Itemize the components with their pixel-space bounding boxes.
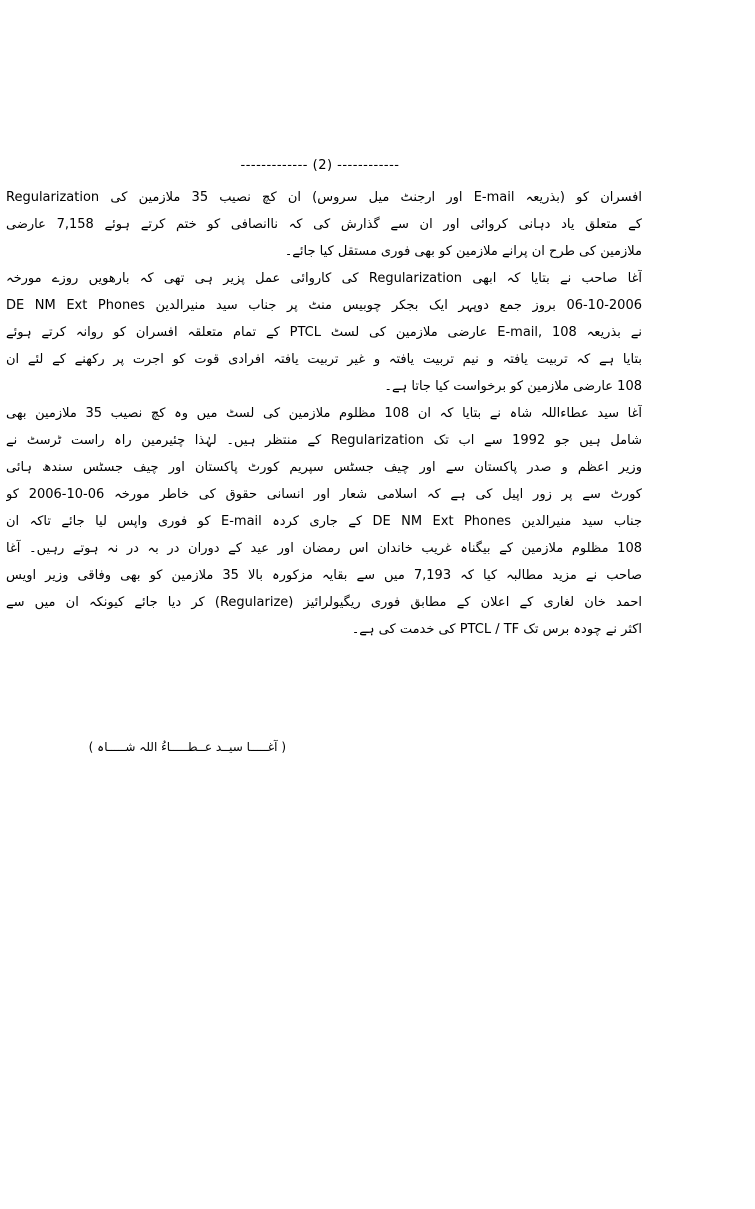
text-line: کورٹ سے پر زور اپیل کی ہے کہ اسلامی شعار اور انسانی حقوق کی خاطر مورخہ 06-10-2006 کو [6, 487, 642, 502]
text-line: احمد خان لغاری کے اعلان کے مطابق فوری ریگیولرائیز (Regularize) کر دیا جائے کیونکہ ان میں سے [6, 595, 642, 610]
text-line: آغا صاحب نے بتایا کہ ابھی Regularization کی کاروائی عمل پزیر ہی تھی کہ بارھویں روزے مورخہ [6, 271, 642, 286]
text-line: کے متعلق یاد دہانی کروائی اور ان سے گذارش کی کہ ناانصافی کو ختم کرتے ہوئے 7,158 عارضی [6, 217, 642, 232]
text-line: 108 عارضی ملازمین کو برخواست کیا جاتا ہے۔ [384, 379, 642, 394]
text-line: بتایا ہے کہ تربیت یافتہ و نیم تربیت یافتہ و غیر تربیت یافتہ افرادی قوت کو اجرت پر رکھنے کے لئے ان [6, 352, 642, 367]
text-line: ملازمین کی طرح ان پرانے ملازمین کو بھی فوری مستقل کیا جائے۔ [284, 244, 642, 259]
text-line: شامل ہیں جو 1992 سے اب تک Regularization کے منتظر ہیں۔ لہٰذا چئیرمین راہ راست ٹرسٹ نے [6, 433, 642, 448]
text-line: آغا سید عطاءاللہ شاہ نے بتایا کہ ان 108 مظلوم ملازمین کی لسٹ میں وہ کچ نصیب 35 ملازمین بھی [6, 406, 642, 421]
text-line: نے بذریعہ E-mail, 108 عارضی ملازمین کی لسٹ PTCL کے تمام متعلقہ افسران کو روانہ کرتے ہوئے [6, 325, 642, 340]
text-line: 108 مظلوم ملازمین کے بیگناہ غریب خاندان اس رمضان اور عید کے دوران در بہ در نہ ہوتے رہیں۔ آغا [6, 541, 642, 556]
text-line: افسران کو (بذریعہ E-mail اور ارجنٹ میل سروس) ان کچ نصیب 35 ملازمین کی Regularization [6, 190, 642, 205]
signature: ( آغـــــا سیــد عــطـــــاءُ اللہ شـــــاہ ) [88, 740, 286, 754]
text-line: 06-10-2006 بروز جمع دوپہر ایک بجکر چوبیس منٹ پر جناب سید منیرالدین DE NM Ext Phones [6, 298, 642, 313]
text-line: جناب سید منیرالدین DE NM Ext Phones کے جاری کردہ E-mail کو فوری واپس لیا جائے تاکہ ان [6, 514, 642, 529]
text-line: اکثر نے چودہ برس تک PTCL / TF کی خدمت کی ہے۔ [351, 622, 642, 637]
text-line: وزیر اعظم و صدر پاکستان سے اور چیف جسٹس سپریم کورٹ پاکستان اور چیف جسٹس سندھ ہائی [6, 460, 642, 475]
text-line: صاحب نے مزید مطالبہ کیا کہ 7,193 میں سے بقایہ مزکورہ بالا 35 ملازمین کو بھی وفاقی وزیر اویس [6, 568, 642, 583]
page-number: ------------- (2) ------------ [240, 158, 400, 173]
body-text [6, 184, 642, 643]
